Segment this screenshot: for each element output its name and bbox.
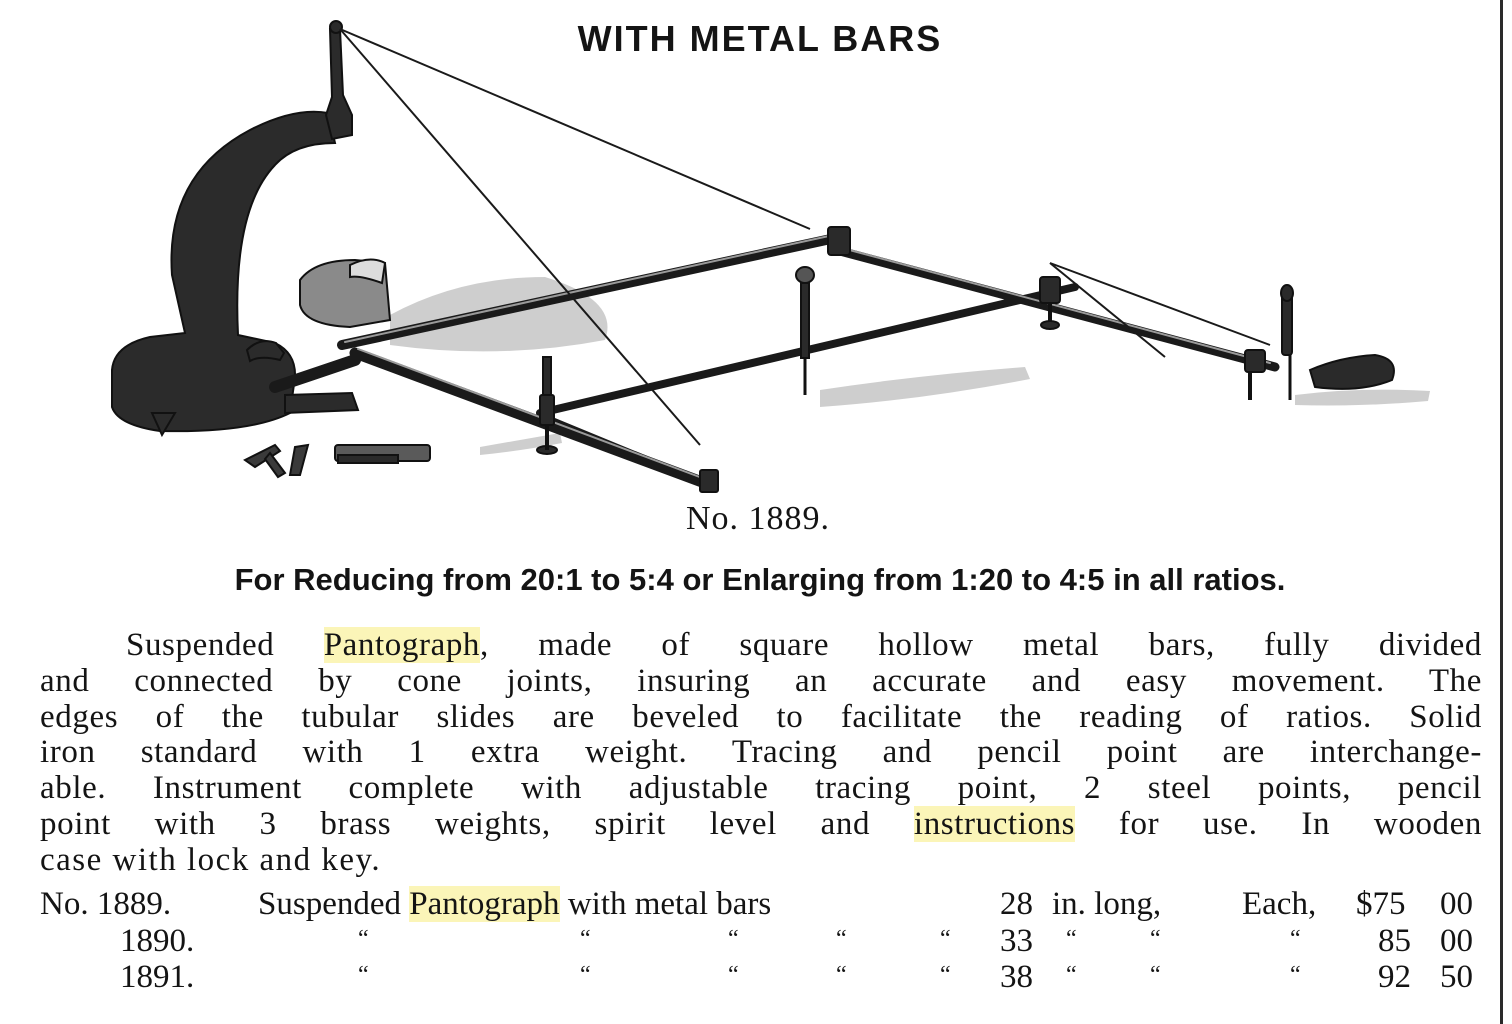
highlighted-term: instructions (913, 805, 1076, 842)
price-row-length: 33 (1000, 923, 1033, 959)
ditto-mark: “ (836, 962, 847, 988)
ditto-mark: “ (1150, 926, 1161, 952)
price-row-cents: 00 (1440, 923, 1473, 959)
description-text: for use. In wooden (1075, 805, 1482, 842)
ditto-mark: “ (358, 962, 369, 988)
price-row-dollars: 92 (1378, 959, 1411, 995)
section-heading: WITH METAL BARS (577, 18, 943, 59)
price-list (40, 886, 1485, 996)
loose-parts (245, 445, 430, 477)
range-subheading: For Reducing from 20:1 to 5:4 or Enlarging from 1:20 to 4:5 in all ratios. (234, 562, 1286, 597)
description-line: edges of the tubular slides are beveled to facilitate the reading of ratios. Solid (40, 698, 1482, 735)
ditto-mark: “ (1290, 962, 1301, 988)
description-line: and connected by cone joints, insuring an accurate and easy movement. The (40, 662, 1482, 699)
ditto-mark: “ (1150, 962, 1161, 988)
price-row-dollars: $75 (1356, 886, 1406, 922)
extra-weight (300, 259, 390, 327)
price-row-unit: in. long, (1052, 886, 1162, 922)
highlighted-term: Pantograph (323, 627, 481, 663)
illustration-caption: No. 1889. (685, 500, 831, 537)
price-row-dollars: 85 (1378, 923, 1411, 959)
ditto-mark: “ (728, 962, 739, 988)
ditto-mark: “ (728, 926, 739, 952)
ditto-mark: “ (358, 926, 369, 952)
ditto-mark: “ (1290, 926, 1301, 952)
price-row-number: 1890. (120, 923, 195, 959)
price-row-cents: 50 (1440, 959, 1473, 995)
price-row-cents: 00 (1440, 886, 1473, 922)
ditto-mark: “ (580, 962, 591, 988)
price-row-length: 28 (1000, 886, 1033, 922)
description-line: iron standard with 1 extra weight. Tracing and pencil point are interchange- (40, 734, 1482, 771)
description-text: Suspended (126, 627, 324, 663)
ditto-mark: “ (836, 926, 847, 952)
price-row-each: Each, (1242, 886, 1317, 922)
description-text: with metal bars (559, 886, 772, 922)
ditto-mark: “ (1066, 962, 1077, 988)
ditto-mark: “ (940, 962, 951, 988)
price-row-number: No. 1889. (40, 886, 172, 922)
description-text: point with 3 brass weights, spirit level and (40, 805, 914, 842)
description-line: able. Instrument complete with adjustable tracing point, 2 steel points, pencil (40, 770, 1482, 807)
pantograph-illustration (100, 15, 1440, 505)
description-text: Suspended (258, 886, 410, 922)
price-row-length: 38 (1000, 959, 1033, 995)
joints-and-points (537, 227, 1394, 492)
ditto-mark: “ (940, 926, 951, 952)
description-line: case with lock and key. (40, 841, 382, 878)
ditto-mark: “ (580, 926, 591, 952)
price-row-description (258, 886, 771, 922)
description-paragraph (40, 628, 1482, 879)
description-text: , made of square hollow metal bars, fully divided (480, 627, 1483, 663)
description-line (40, 807, 1482, 843)
highlighted-term: Pantograph (409, 886, 560, 922)
ditto-mark: “ (1066, 926, 1077, 952)
price-row-number: 1891. (120, 959, 195, 995)
description-line (40, 628, 1482, 664)
